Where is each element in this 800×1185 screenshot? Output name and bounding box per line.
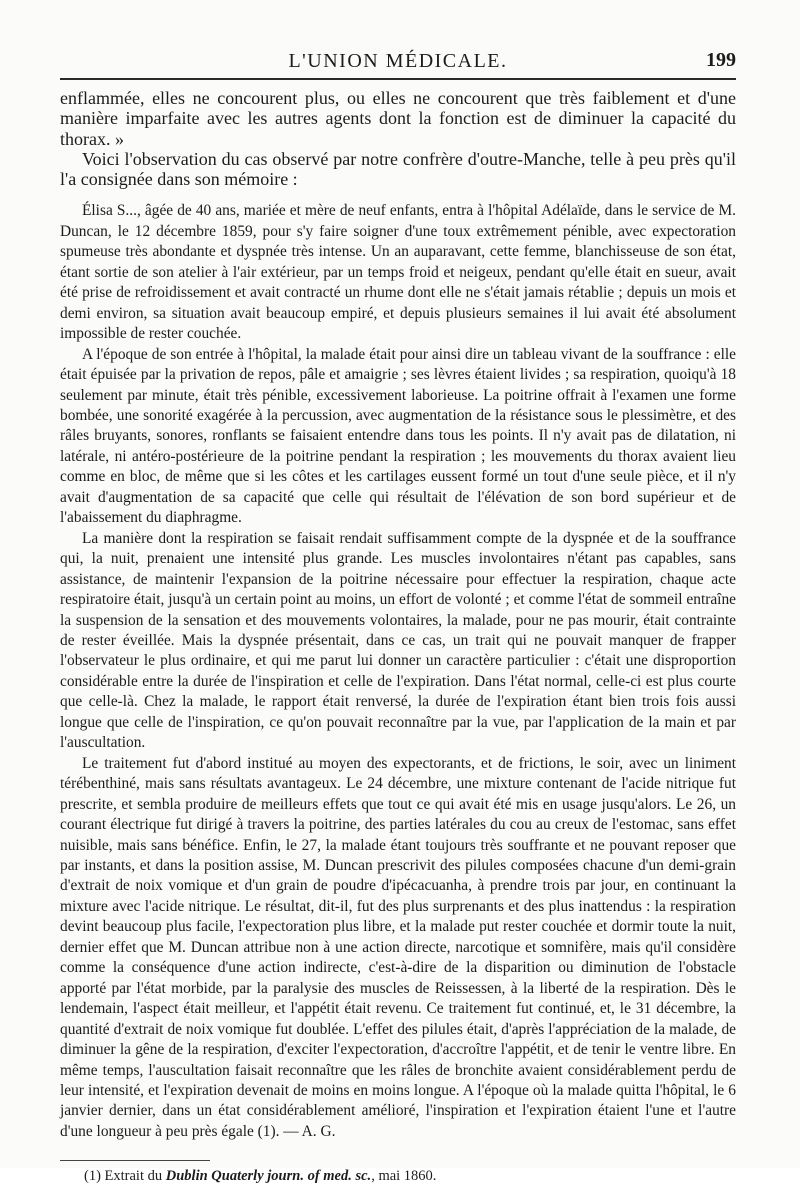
header-rule [60, 78, 736, 80]
observation-paragraph-4: Le traitement fut d'abord institué au moyen des expectorants, et de frictions, le soir, avec un liniment térébenthiné, mais sans résultats avantageux. Le 24 décembre, une mixture contenant de l'acide nitrique fut prescrite, et sembla produire de meilleurs effets que tout ce qui avait été mis en usage jusqu'alors. Le 26, un courant électrique fut dirigé à travers la poitrine, des parties latérales du cou au creux de l'estomac, sans effet nuisible, mais sans bénéfice. Enfin, le 27, la malade étant toujours très souffrante et ne pouvant reposer que par instants, et dans la position assise, M. Duncan prescrivit des pilules composées chacune d'un demi-grain d'extrait de noix vomique et d'un grain de poudre d'ipécacuanha, à prendre trois par jour, en continuant la mixture avec l'acide nitrique. Le résultat, dit-il, fut des plus surprenants et des plus inattendus : la respiration devint beaucoup plus facile, l'expectoration plus libre, et la malade put rester couchée et dormir toute la nuit, dernier effet que M. Duncan attribue non à une action directe, narcotique et somnifère, mais qu'il considère comme la conséquence d'une action indirecte, c'est-à-dire de la disparition ou diminution de l'obstacle apporté par l'état morbide, par la paralysie des muscles de Reissessen, à la liberté de la respiration. Dès le lendemain, l'aspect était meilleur, et l'appétit était revenu. Ce traitement fut continué, et, le 31 décembre, la quantité d'extrait de noix vomique fut doublée. L'effet des pilules était, d'après l'appréciation de la malade, de diminuer la gêne de la respiration, d'exciter l'expectoration, d'accroître l'appétit, et de tenir le ventre libre. En même temps, l'auscultation faisait reconnaître que les râles de bronchite avaient considérablement perdu de leur intensité, et l'expiration devenait de moins en moins longue. A l'époque où la malade quitta l'hôpital, le 6 janvier dernier, dans un état considérablement amélioré, l'inspiration et l'expiration étaient l'une et l'autre d'une longueur à peu près égale (1). — A. G. [60, 754, 736, 1140]
observation-paragraph-3: La manière dont la respiration se faisait rendait suffisamment compte de la dyspnée et de la souffrance qui, la nuit, prenaient une intensité plus grande. Les muscles involontaires n'étant pas capables, sans assistance, de maintenir l'expansion de la poitrine nécessaire pour effectuer la respiration, chaque acte respiratoire était, jusqu'à un certain point au moins, un effort de volonté ; et comme l'état de sommeil entraîne la suspension de la sensation et des mouvements volontaires, la malade, pour ne pas mourir, était contrainte de rester éveillée. Mais la dyspnée présentait, dans ce cas, un trait qui ne pouvait manquer de frapper l'observateur le plus ordinaire, et qui me parut lui donner un caractère particulier : c'était une disproportion considérable entre la durée de l'inspiration et celle de l'expiration. Dans l'état normal, celle-ci est plus courte que celle-là. Chez la malade, le rapport était renversé, la durée de l'expiration étant bien trois fois aussi longue que celle de l'inspiration, ce qu'on pouvait reconnaître par la vue, par l'application de la main et par l'auscultation. [60, 529, 736, 752]
footnote-date: , mai 1860. [371, 1168, 437, 1185]
observation-paragraph-2: A l'époque de son entrée à l'hôpital, la malade était pour ainsi dire un tableau vivant de la souffrance : elle était épuisée par la privation de repos, pâle et amaigrie ; ses lèvres étaient livides ; sa respiration, quoiqu'à 18 seulement par minute, était très pénible, excessivement laborieuse. La poitrine offrait à l'examen une forme bombée, une sonorité exagérée à la percussion, avec augmentation de la résistance sous le plessimètre, et des râles bruyants, sonores, ronflants se faisaient entendre dans tous les points. Il n'y avait pas de dilatation, ni latérale, ni antéro-postérieure de la poitrine pendant la respiration ; les mouvements du thorax avaient lieu comme en bloc, de même que si les côtes et les cartilages eussent formé un tout d'une seule pièce, et il n'y avait d'augmentation de sa capacité que celle qui résultait de l'élévation de son bord supérieur et de l'abaissement du diaphragme. [60, 345, 736, 527]
lead-paragraph-2: Voici l'observation du cas observé par notre confrère d'outre-Manche, telle à peu près qu'il l'a consignée dans son mémoire : [60, 148, 736, 190]
footnote-journal: Dublin Quaterly journ. of med. sc. [165, 1168, 372, 1185]
journal-page [60, 44, 736, 1185]
journal-title: L'UNION MÉDICALE. [288, 50, 508, 72]
observation-paragraph-1: Élisa S..., âgée de 40 ans, mariée et mère de neuf enfants, entra à l'hôpital Adélaïde, dans le service de M. Duncan, le 12 décembre 1859, pour s'y faire soigner d'une toux extrêmement pénible, avec expectoration spumeuse très abondante et dyspnée très intense. Un an auparavant, cette femme, blanchisseuse de son état, étant sortie de son atelier à l'air extérieur, par un temps froid et neigeux, pendant qu'elle était en sueur, avait été prise de refroidissement et avait contracté un rhume dont elle ne s'était jamais rétablie ; depuis un mois et demi environ, sa situation avait beaucoup empiré, et depuis plusieurs semaines il lui avait été absolument impossible de rester couchée. [60, 202, 736, 343]
running-header [60, 44, 736, 78]
footnote-marker: (1) Extrait du [84, 1168, 166, 1185]
page-number: 199 [706, 49, 736, 71]
lead-paragraph-1: enflammée, elles ne concourent plus, ou elles ne concourent que très faiblement et d'une manière imparfaite avec les autres agents dont la fonction est de diminuer la capacité du thorax. » [60, 88, 736, 149]
footnote-rule [60, 1160, 210, 1161]
lead-text [60, 88, 736, 189]
footnote [60, 1167, 736, 1185]
case-observation [60, 201, 736, 1142]
